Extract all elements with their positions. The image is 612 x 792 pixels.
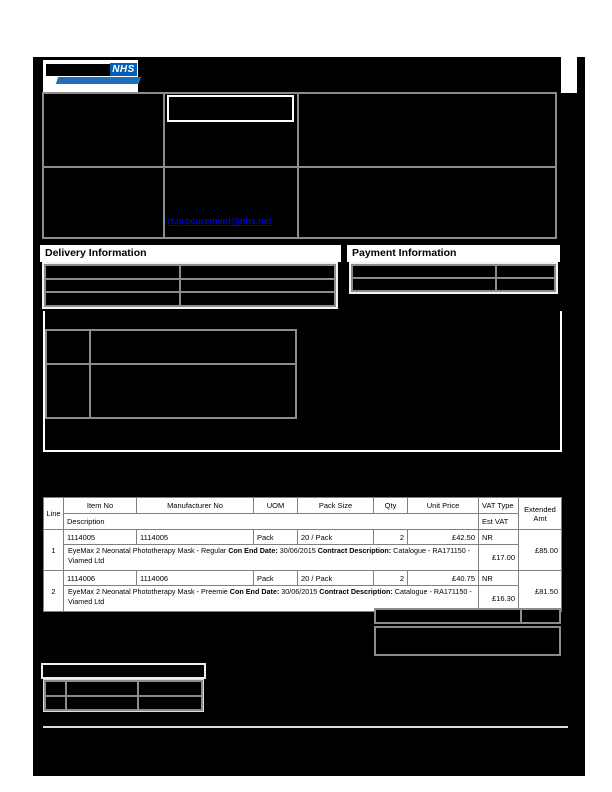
redacted-cell bbox=[165, 168, 297, 237]
redacted-cell bbox=[181, 280, 334, 292]
pack-size: 20 / Pack bbox=[298, 530, 374, 545]
line-items-table bbox=[43, 497, 562, 612]
redacted-cell bbox=[353, 279, 495, 290]
item-description: EyeMax 2 Neonatal Phototherapy Mask - Regular Con End Date: 30/06/2015 Contract Description: Catalogue - RA171150 - Viamed Ltd bbox=[64, 545, 479, 571]
col-header-description: Description bbox=[64, 514, 479, 530]
vat-type: NR bbox=[479, 530, 519, 545]
delivery-information-table bbox=[42, 262, 338, 309]
extended-amt: £81.50 bbox=[519, 571, 562, 612]
redacted-cell bbox=[299, 94, 555, 166]
item-no: 1114006 bbox=[64, 571, 137, 586]
redacted-cell bbox=[181, 293, 334, 305]
authorisation-header-box bbox=[41, 663, 206, 679]
pack-size: 20 / Pack bbox=[298, 571, 374, 586]
col-header-manufacturer-no: Manufacturer No bbox=[137, 498, 254, 514]
redacted-cell bbox=[46, 266, 179, 278]
redacted-cell bbox=[46, 280, 179, 292]
col-header-extended-amt: Extended Amt bbox=[519, 498, 562, 530]
delivery-information-section bbox=[40, 245, 341, 262]
footer-divider bbox=[43, 726, 568, 728]
redacted-cell bbox=[46, 293, 179, 305]
delivery-information-title: Delivery Information bbox=[45, 247, 147, 259]
redacted-cell bbox=[46, 682, 65, 695]
col-header-pack-size: Pack Size bbox=[298, 498, 374, 514]
table-row bbox=[44, 571, 562, 586]
redacted-cell bbox=[353, 266, 495, 277]
col-header-uom: UOM bbox=[254, 498, 298, 514]
extended-amt: £85.00 bbox=[519, 530, 562, 571]
col-header-vat-type: VAT Type bbox=[479, 498, 519, 514]
redacted-cell bbox=[497, 279, 554, 290]
redacted-cell bbox=[299, 168, 555, 237]
redacted-cell bbox=[47, 365, 89, 417]
uom: Pack bbox=[254, 571, 298, 586]
col-header-est-vat: Est VAT bbox=[479, 514, 519, 530]
vat-type: NR bbox=[479, 571, 519, 586]
redacted-cell bbox=[44, 168, 163, 237]
header-gap bbox=[561, 57, 577, 93]
redacted-cell bbox=[67, 697, 137, 710]
uom: Pack bbox=[254, 530, 298, 545]
manufacturer-no: 1114006 bbox=[137, 571, 254, 586]
redacted-cell bbox=[46, 697, 65, 710]
line-number: 2 bbox=[44, 571, 64, 612]
redacted-cell bbox=[91, 331, 295, 363]
authorisation-table bbox=[43, 679, 204, 712]
payment-information-section bbox=[347, 245, 560, 262]
redacted-cell bbox=[47, 331, 89, 363]
qty: 2 bbox=[374, 571, 408, 586]
order-number-box bbox=[167, 95, 294, 122]
redacted-cell bbox=[67, 682, 137, 695]
est-vat: £17.00 bbox=[479, 545, 519, 571]
line-number: 1 bbox=[44, 530, 64, 571]
col-header-line: Line bbox=[44, 498, 64, 530]
col-header-item-no: Item No bbox=[64, 498, 137, 514]
order-info-table bbox=[42, 92, 557, 239]
manufacturer-no: 1114005 bbox=[137, 530, 254, 545]
order-totals-row bbox=[374, 608, 561, 624]
order-total-box bbox=[374, 626, 561, 656]
redacted-cell bbox=[44, 94, 163, 166]
redacted-cell bbox=[139, 697, 201, 710]
col-header-unit-price: Unit Price bbox=[408, 498, 479, 514]
redacted-cell bbox=[139, 682, 201, 695]
redacted-cell bbox=[522, 610, 559, 622]
unit-price: £42.50 bbox=[408, 530, 479, 545]
redacted-cell bbox=[181, 266, 334, 278]
table-row-description bbox=[44, 545, 562, 571]
redacted-cell bbox=[497, 266, 554, 277]
item-description: EyeMax 2 Neonatal Phototherapy Mask - Preemie Con End Date: 30/06/2015 Contract Description: Catalogue - RA171150 - Viamed Ltd bbox=[64, 586, 479, 612]
payment-information-title: Payment Information bbox=[352, 247, 457, 259]
est-vat: £16.30 bbox=[479, 586, 519, 612]
qty: 2 bbox=[374, 530, 408, 545]
col-header-qty: Qty bbox=[374, 498, 408, 514]
table-row bbox=[44, 530, 562, 545]
redacted-cell bbox=[376, 610, 520, 622]
redacted-cell bbox=[91, 365, 295, 417]
unit-price: £40.75 bbox=[408, 571, 479, 586]
item-no: 1114005 bbox=[64, 530, 137, 545]
nhs-logo-icon: NHS bbox=[110, 63, 137, 76]
trust-tagline-redacted bbox=[56, 77, 141, 84]
order-notes-table bbox=[45, 329, 297, 419]
trust-name-redacted bbox=[46, 64, 112, 76]
payment-information-table bbox=[349, 262, 558, 294]
contact-email-link[interactable]: rf.procurement@nhs.net bbox=[167, 216, 272, 226]
